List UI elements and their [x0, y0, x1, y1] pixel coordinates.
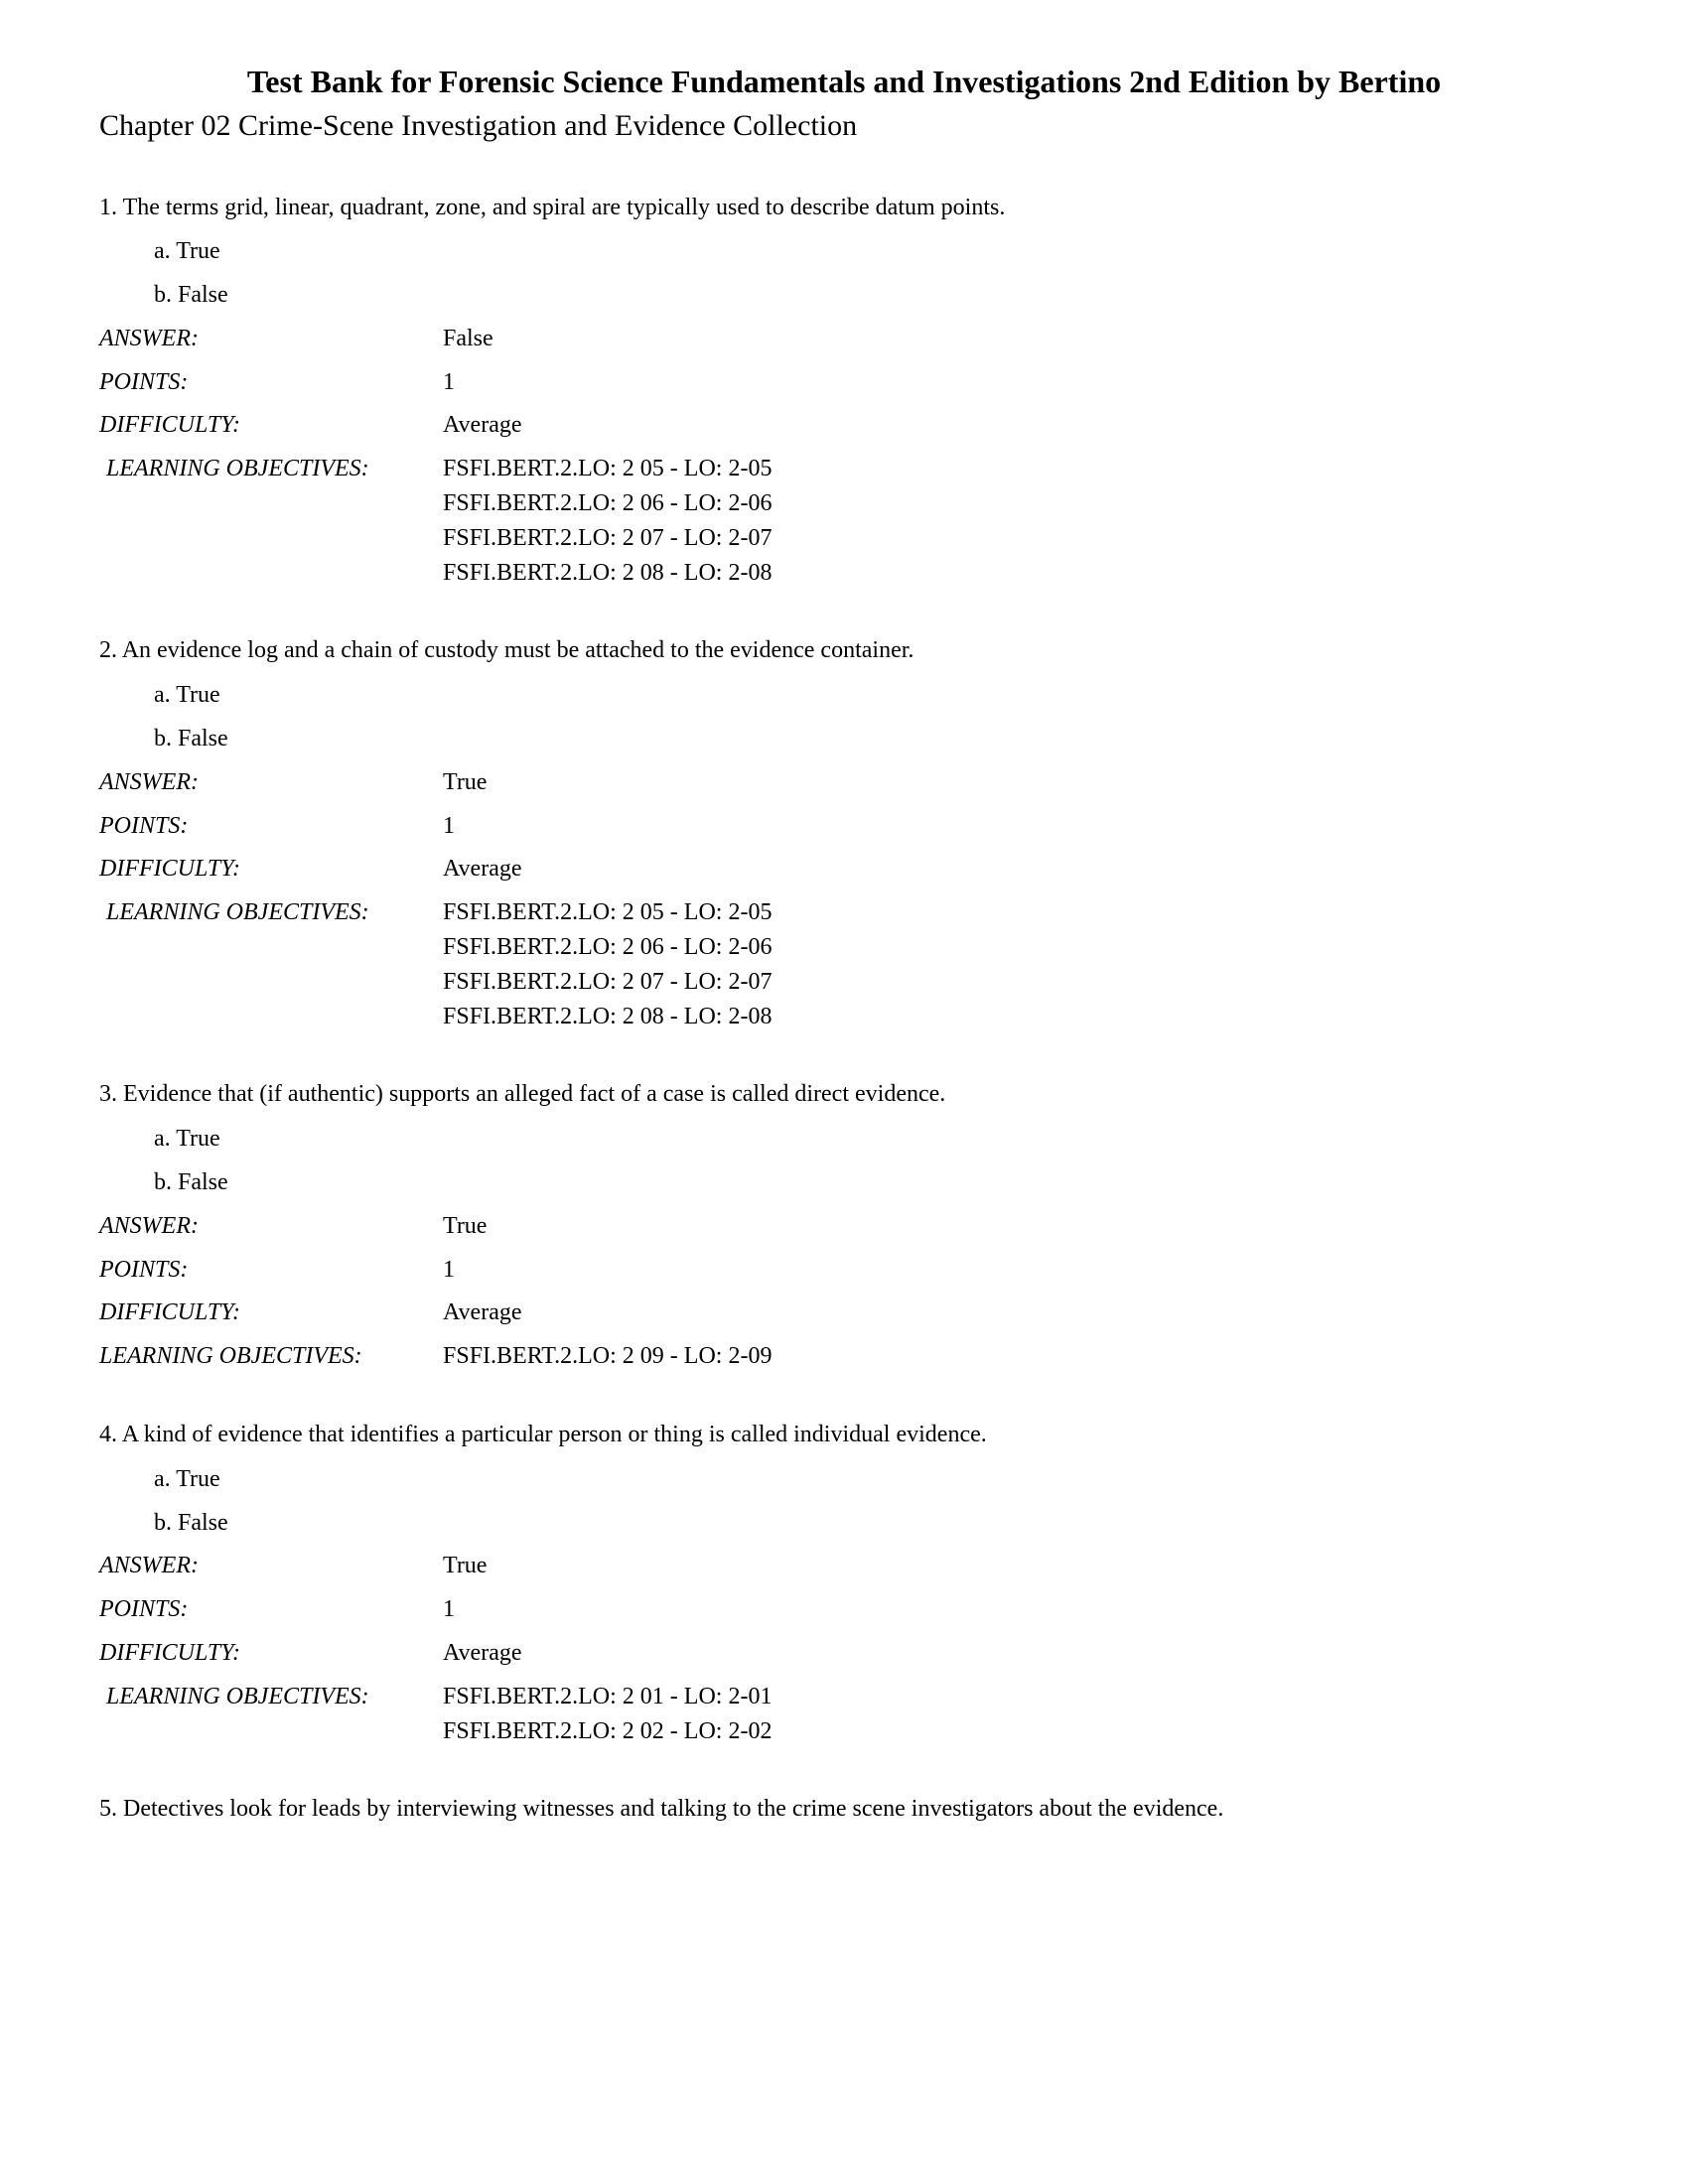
option-a: a. True [154, 1465, 220, 1492]
question-text: Evidence that (if authentic) supports an alleged fact of a case is called direct evidence. [123, 1081, 946, 1108]
difficulty-label: DIFFICULTY: [99, 412, 240, 439]
objectives-list [443, 1339, 772, 1374]
difficulty-row [99, 1296, 1589, 1330]
objectives-row [99, 452, 1589, 590]
option-b: b. False [154, 1169, 228, 1196]
objectives-label: LEARNING OBJECTIVES: [106, 899, 369, 926]
points-row [99, 1253, 1589, 1288]
points-label: POINTS: [99, 368, 189, 395]
objective-line: FSFI.BERT.2.LO: 2 09 - LO: 2-09 [443, 1343, 773, 1370]
points-value: 1 [443, 812, 455, 839]
points-label: POINTS: [99, 1596, 189, 1623]
question-5 [99, 1792, 1589, 1827]
difficulty-value: Average [443, 856, 522, 883]
points-value: 1 [443, 368, 455, 395]
difficulty-row [99, 408, 1589, 443]
answer-row [99, 322, 1589, 356]
answer-value: True [443, 1212, 488, 1239]
objectives-row [99, 1680, 1589, 1749]
objectives-label: LEARNING OBJECTIVES: [106, 456, 369, 482]
objective-line: FSFI.BERT.2.LO: 2 05 - LO: 2-05 [443, 456, 773, 482]
objective-line: FSFI.BERT.2.LO: 2 02 - LO: 2-02 [443, 1717, 773, 1744]
difficulty-row [99, 852, 1589, 887]
answer-row [99, 1549, 1589, 1583]
difficulty-value: Average [443, 1640, 522, 1666]
question-1 [99, 191, 1589, 591]
question-number: 5. [99, 1796, 117, 1823]
answer-label: ANSWER: [99, 1553, 199, 1579]
points-label: POINTS: [99, 812, 189, 839]
answer-label: ANSWER: [99, 768, 199, 795]
objectives-label: LEARNING OBJECTIVES: [99, 1343, 362, 1370]
objective-line: FSFI.BERT.2.LO: 2 07 - LO: 2-07 [443, 524, 773, 551]
option-a: a. True [154, 682, 220, 709]
option-b: b. False [154, 726, 228, 752]
points-value: 1 [443, 1256, 455, 1283]
objectives-label: LEARNING OBJECTIVES: [106, 1683, 369, 1709]
answer-label: ANSWER: [99, 325, 199, 351]
points-row [99, 365, 1589, 400]
points-value: 1 [443, 1596, 455, 1623]
difficulty-label: DIFFICULTY: [99, 856, 240, 883]
points-row [99, 1592, 1589, 1627]
points-row [99, 809, 1589, 844]
option-a: a. True [154, 1126, 220, 1153]
objectives-list [443, 895, 772, 1033]
question-text: A kind of evidence that identifies a particular person or thing is called individual evidence. [121, 1422, 987, 1448]
chapter-subtitle: Chapter 02 Crime-Scene Investigation and Evidence Collection [99, 109, 858, 142]
question-text: An evidence log and a chain of custody must be attached to the evidence container. [121, 637, 914, 664]
question-number: 2. [99, 637, 117, 664]
question-number: 1. [99, 194, 117, 220]
question-text: Detectives look for leads by interviewing witnesses and talking to the crime scene investigators about the evidence. [123, 1796, 1224, 1823]
document-title: Test Bank for Forensic Science Fundamentals and Investigations 2nd Edition by Bertino [246, 64, 1442, 99]
objectives-list [443, 1680, 772, 1749]
difficulty-label: DIFFICULTY: [99, 1640, 240, 1666]
objective-line: FSFI.BERT.2.LO: 2 07 - LO: 2-07 [443, 968, 773, 995]
question-number: 4. [99, 1422, 117, 1448]
answer-value: False [443, 325, 493, 351]
objectives-list [443, 452, 772, 590]
objective-line: FSFI.BERT.2.LO: 2 08 - LO: 2-08 [443, 1003, 773, 1029]
answer-value: True [443, 768, 488, 795]
answer-row [99, 765, 1589, 800]
question-4 [99, 1418, 1589, 1748]
question-number: 3. [99, 1081, 117, 1108]
objective-line: FSFI.BERT.2.LO: 2 01 - LO: 2-01 [443, 1683, 773, 1709]
objectives-row [99, 1339, 1589, 1374]
difficulty-value: Average [443, 1299, 522, 1326]
question-3 [99, 1077, 1589, 1374]
question-2 [99, 633, 1589, 1033]
answer-row [99, 1209, 1589, 1244]
answer-label: ANSWER: [99, 1212, 199, 1239]
answer-value: True [443, 1553, 488, 1579]
difficulty-label: DIFFICULTY: [99, 1299, 240, 1326]
objectives-row [99, 895, 1589, 1033]
points-label: POINTS: [99, 1256, 189, 1283]
objective-line: FSFI.BERT.2.LO: 2 05 - LO: 2-05 [443, 899, 773, 926]
difficulty-row [99, 1636, 1589, 1671]
objective-line: FSFI.BERT.2.LO: 2 06 - LO: 2-06 [443, 934, 773, 961]
option-a: a. True [154, 238, 220, 265]
option-b: b. False [154, 282, 228, 309]
question-text: The terms grid, linear, quadrant, zone, and spiral are typically used to describe datum points. [122, 194, 1006, 220]
option-b: b. False [154, 1509, 228, 1536]
difficulty-value: Average [443, 412, 522, 439]
objective-line: FSFI.BERT.2.LO: 2 08 - LO: 2-08 [443, 559, 773, 586]
objective-line: FSFI.BERT.2.LO: 2 06 - LO: 2-06 [443, 490, 773, 517]
